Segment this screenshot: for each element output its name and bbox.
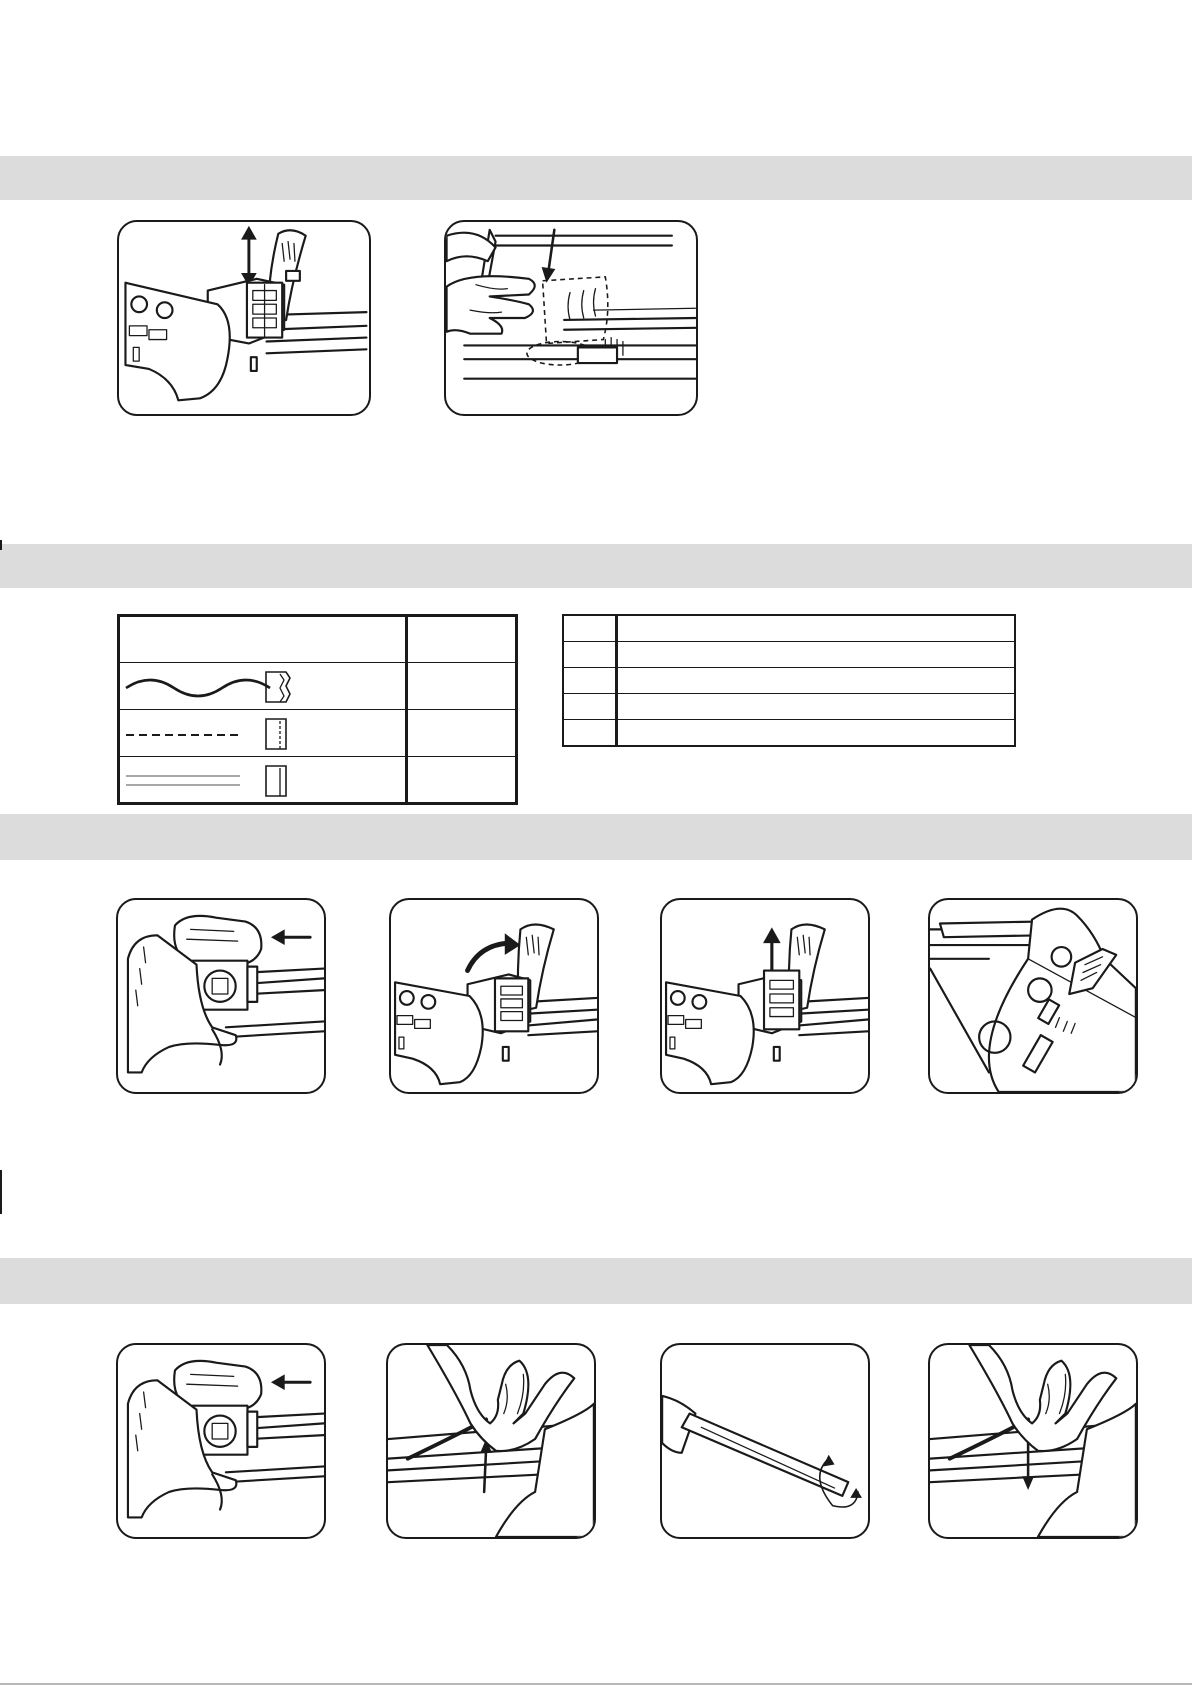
code-cell bbox=[563, 694, 617, 720]
description-cell bbox=[617, 641, 1016, 667]
blade-table-header-pattern bbox=[119, 616, 407, 663]
section-3-band bbox=[0, 814, 1192, 860]
code-description-table bbox=[562, 614, 1016, 747]
description-cell bbox=[617, 615, 1016, 641]
figure-lift-blade-cartridge bbox=[660, 898, 870, 1094]
code-cell bbox=[563, 641, 617, 667]
blade-table-header-code bbox=[407, 616, 517, 663]
blade-row-wave-code bbox=[407, 663, 517, 710]
blade-row-straight-code bbox=[407, 757, 517, 804]
code-cell bbox=[563, 667, 617, 693]
blade-style-table bbox=[117, 614, 518, 805]
code-cell bbox=[563, 720, 617, 746]
straight-cut-icon bbox=[120, 758, 405, 802]
blade-row-perforation bbox=[119, 710, 407, 757]
blade-row-wave bbox=[119, 663, 407, 710]
wave-cut-icon bbox=[120, 664, 405, 708]
figure-cutting-head-up-down bbox=[117, 220, 371, 416]
page-edge-tick bbox=[0, 1170, 2, 1214]
blade-row-perforation-code bbox=[407, 710, 517, 757]
figure-store-cartridge-in-base bbox=[928, 898, 1138, 1094]
description-cell bbox=[617, 694, 1016, 720]
figure-rotate-strip bbox=[660, 1343, 870, 1539]
figure-slide-head-left-2 bbox=[116, 1343, 326, 1539]
code-cell bbox=[563, 615, 617, 641]
figure-slide-head-left bbox=[116, 898, 326, 1094]
description-cell bbox=[617, 667, 1016, 693]
section-2-band bbox=[0, 544, 1192, 588]
figure-remove-cutting-strip bbox=[386, 1343, 596, 1539]
figure-tilt-head-back bbox=[389, 898, 599, 1094]
section-4-band bbox=[0, 1258, 1192, 1304]
description-cell bbox=[617, 720, 1016, 746]
section-1-band bbox=[0, 156, 1192, 200]
figure-reinsert-cutting-strip bbox=[928, 1343, 1138, 1539]
figure-press-cutting-head bbox=[444, 220, 698, 416]
page-edge-tick bbox=[0, 540, 2, 550]
perforation-cut-icon bbox=[120, 711, 405, 755]
blade-row-straight bbox=[119, 757, 407, 804]
